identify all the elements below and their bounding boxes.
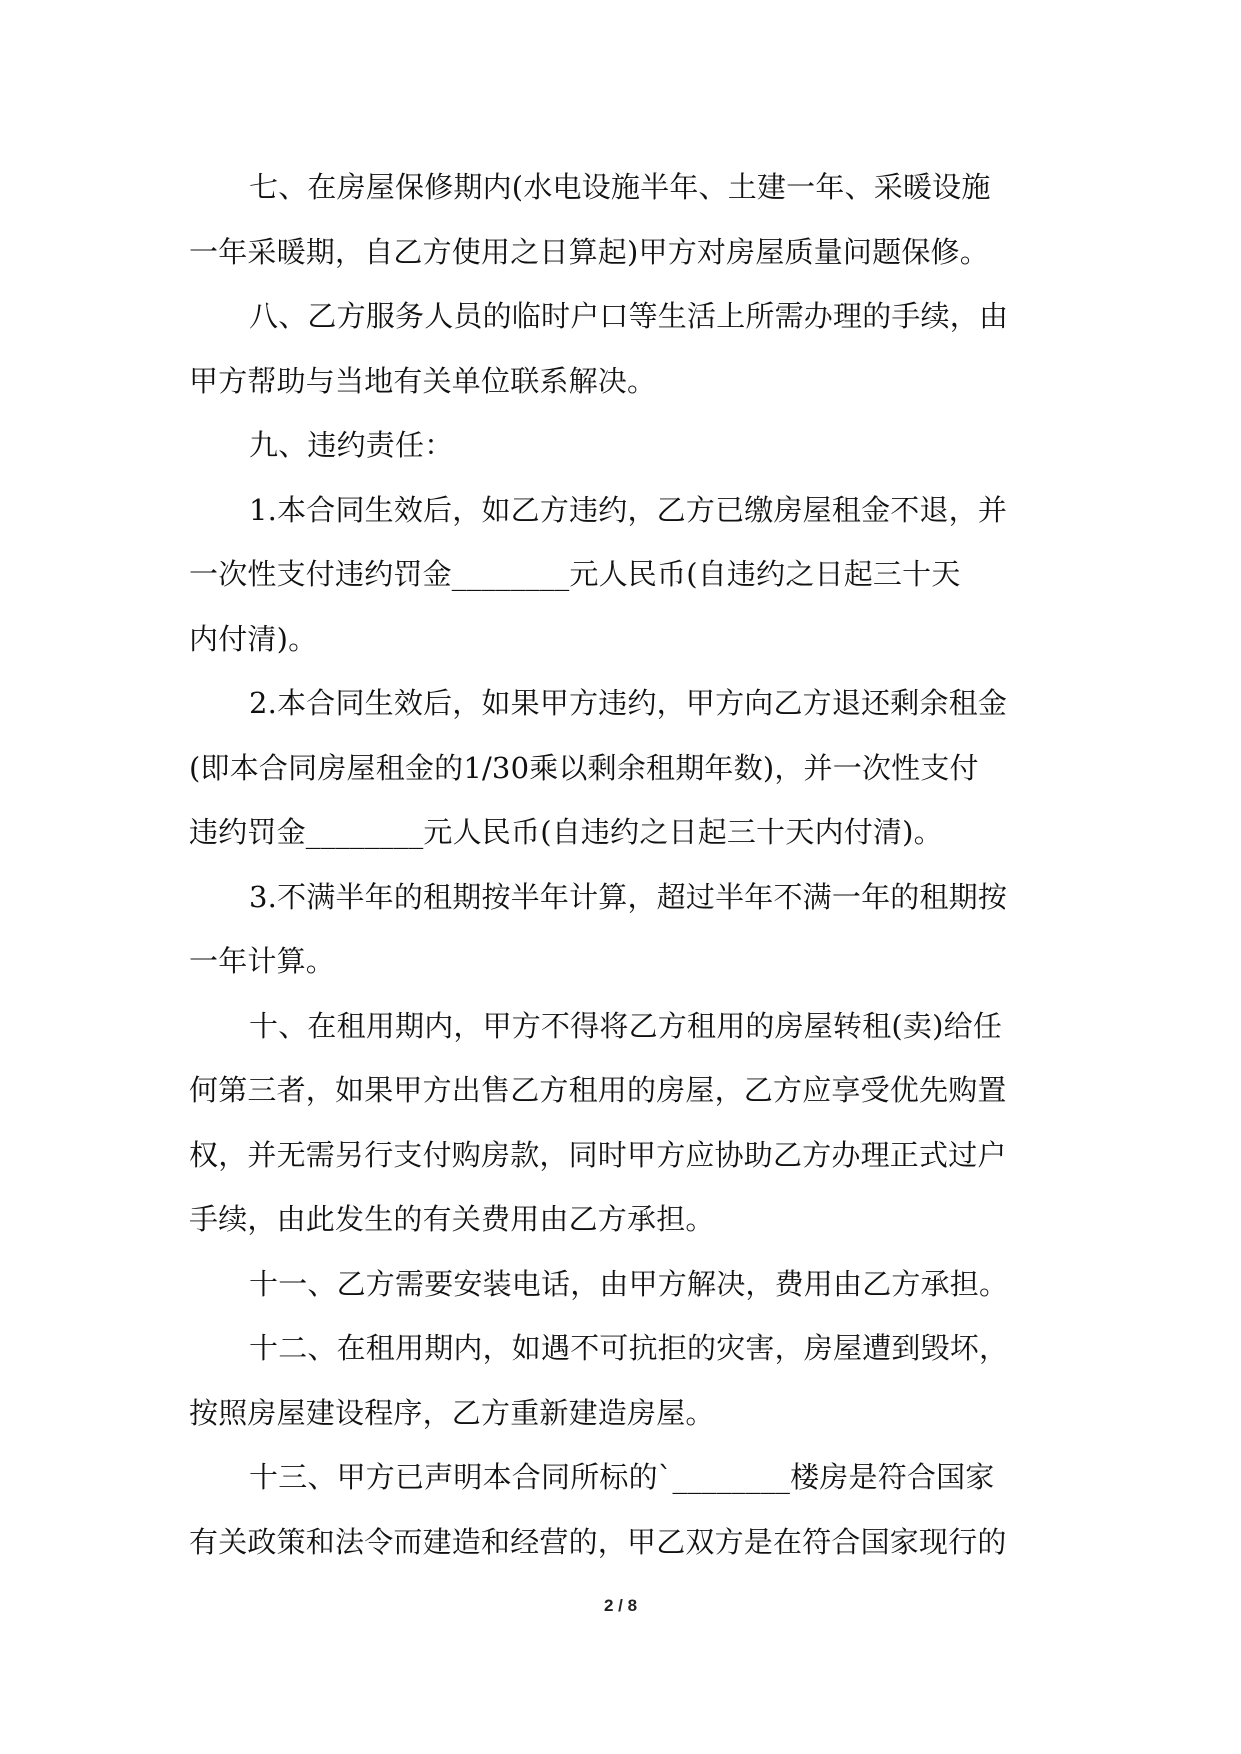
text-line: 十、在租用期内，甲方不得将乙方租用的房屋转租(卖)给任	[249, 1008, 1003, 1043]
text-line: 3.不满半年的租期按半年计算，超过半年不满一年的租期按	[249, 879, 1008, 914]
text-line: 十三、甲方已声明本合同所标的`________楼房是符合国家	[249, 1460, 995, 1494]
text-line: 十二、在租用期内，如遇不可抗拒的灾害，房屋遭到毁坏，	[249, 1331, 1009, 1365]
text-line: (即本合同房屋租金的1/30乘以剩余租期年数)，并一次性支付	[189, 750, 979, 785]
text-line: 违约罚金________元人民币(自违约之日起三十天内付清)。	[189, 815, 943, 849]
text-line: 一次性支付违约罚金________元人民币(自违约之日起三十天	[189, 557, 961, 591]
text-line: 七、在房屋保修期内(水电设施半年、土建一年、采暖设施	[249, 170, 991, 204]
text-line: 甲方帮助与当地有关单位联系解决。	[189, 363, 657, 398]
text-line: 何第三者，如果甲方出售乙方租用的房屋，乙方应享受优先购置	[189, 1073, 1007, 1107]
text-line: 按照房屋建设程序，乙方重新建造房屋。	[189, 1395, 715, 1430]
text-line: 有关政策和法令而建造和经营的，甲乙双方是在符合国家现行的	[189, 1524, 1007, 1559]
document-body	[189, 155, 1059, 1574]
text-line: 一年采暖期，自乙方使用之日算起)甲方对房屋质量问题保修。	[189, 234, 989, 269]
text-line: 八、乙方服务人员的临时户口等生活上所需办理的手续，由	[249, 299, 1009, 333]
page-number: 2 / 8	[603, 1596, 638, 1615]
section-heading: 九、违约责任：	[249, 428, 454, 462]
text-line: 手续，由此发生的有关费用由乙方承担。	[189, 1202, 715, 1236]
text-line: 2.本合同生效后，如果甲方违约，甲方向乙方退还剩余租金	[249, 686, 1008, 720]
text-line: 十一、乙方需要安装电话，由甲方解决，费用由乙方承担。	[249, 1266, 1009, 1301]
text-line: 1.本合同生效后，如乙方违约，乙方已缴房屋租金不退，并	[249, 492, 1008, 527]
text-line: 内付清)。	[189, 621, 318, 656]
text-line: 一年计算。	[189, 944, 336, 978]
text-line: 权，并无需另行支付购房款，同时甲方应协助乙方办理正式过户	[189, 1137, 1007, 1172]
